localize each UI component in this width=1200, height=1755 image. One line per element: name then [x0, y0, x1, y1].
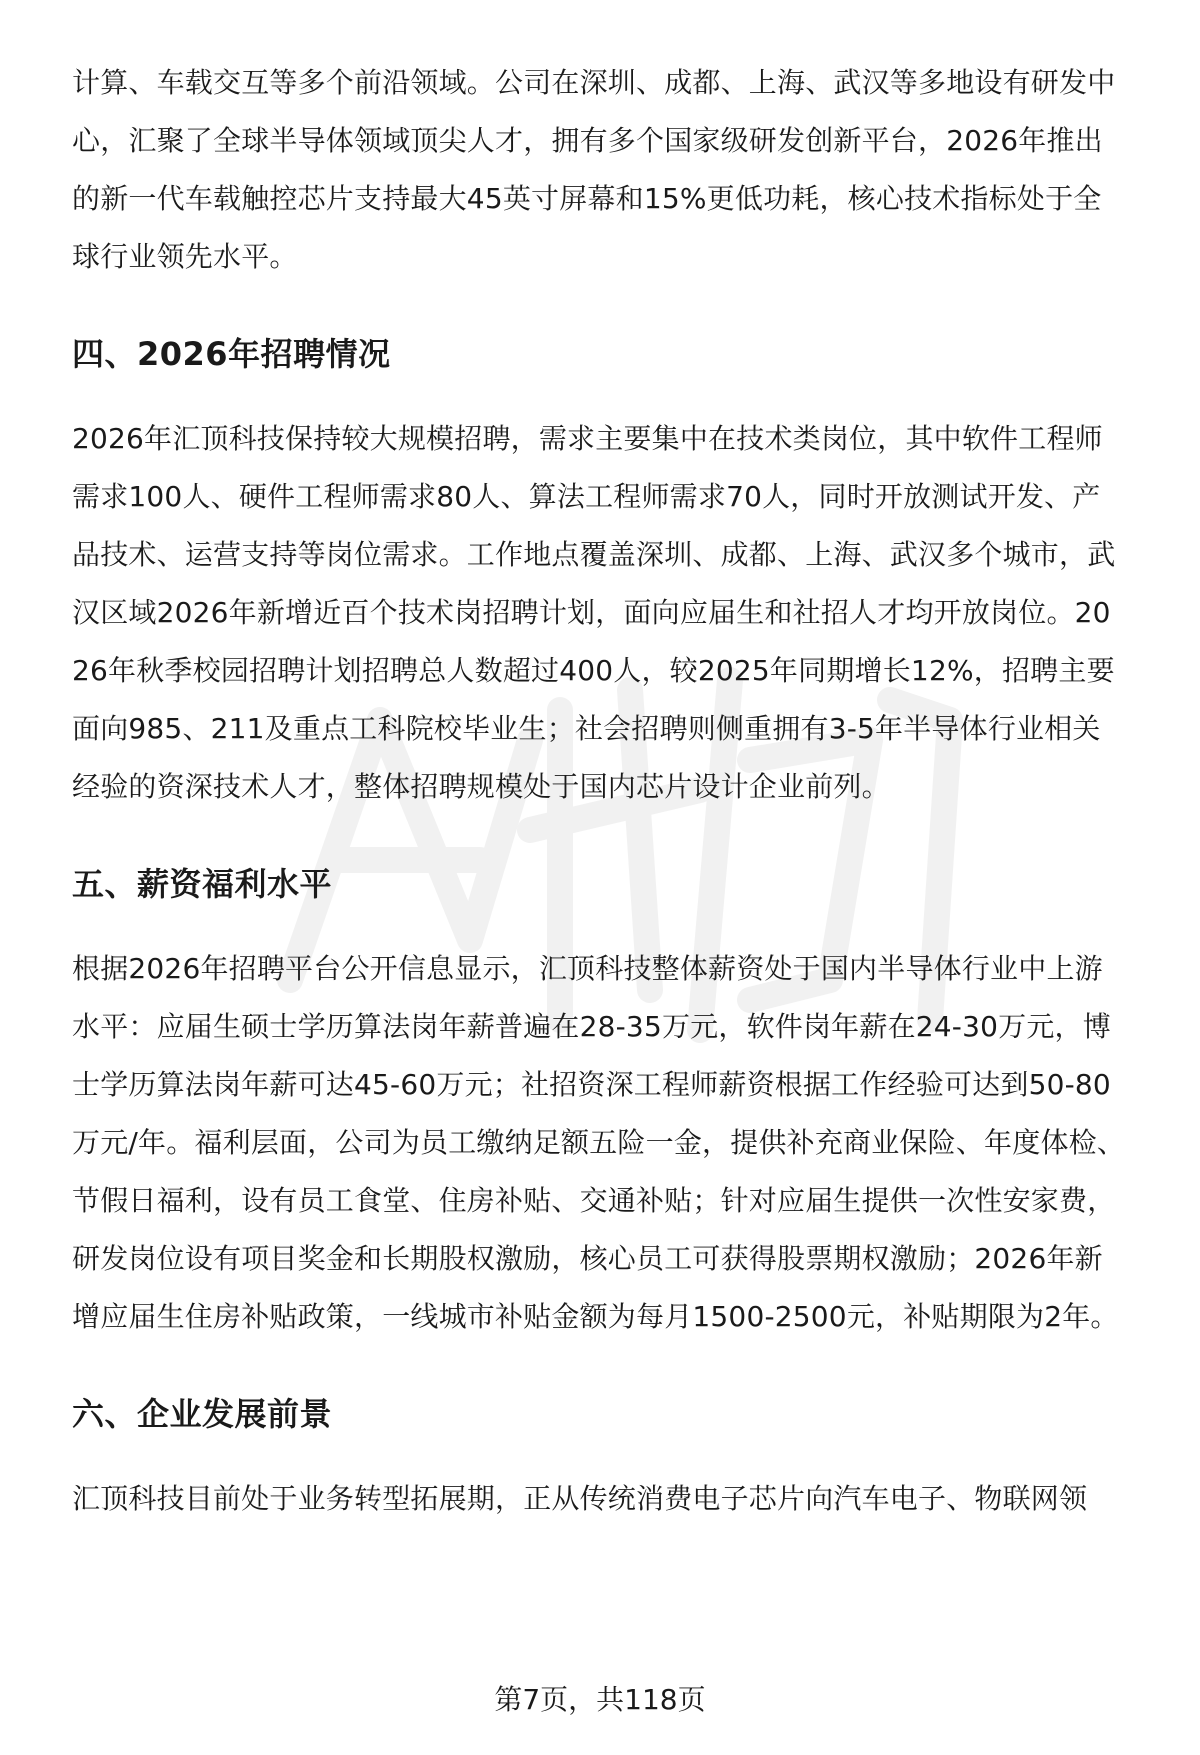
intro-paragraph: 计算、车载交互等多个前沿领域。公司在深圳、成都、上海、武汉等多地设有研发中心，汇聚了全球半导体领域顶尖人才，拥有多个国家级研发创新平台，2026年推出的新一代车载触控芯片支持最大45英寸屏幕和15%更低功耗，核心技术指标处于全球行业领先水平。 [72, 66, 1116, 273]
section-paragraph-salary-benefits: 根据2026年招聘平台公开信息显示，汇顶科技整体薪资处于国内半导体行业中上游水平：应届生硕士学历算法岗年薪普遍在28-35万元，软件岗年薪在24-30万元，博士学历算法岗年薪可达45-60万元；社招资深工程师薪资根据工作经验可达到50-80万元/年。福利层面，公司为员工缴纳足额五险一金，提供补充商业保险、年度体检、节假日福利，设有员工食堂、住房补贴、交通补贴；针对应届生提供一次性安家费，研发岗位设有项目奖金和长期股权激励，核心员工可获得股票期权激励；2026年新增应届生住房补贴政策，一线城市补贴金额为每月1500-2500元，补贴期限为2年。 [72, 952, 1126, 1333]
page-number-footer: 第7页，共118页 [494, 1683, 706, 1716]
section-heading-recruitment: 四、2026年招聘情况 [72, 335, 391, 373]
section-paragraph-prospects: 汇顶科技目前处于业务转型拓展期，正从传统消费电子芯片向汽车电子、物联网领 [72, 1482, 1088, 1515]
section-heading-prospects: 六、企业发展前景 [72, 1395, 333, 1433]
section-paragraph-recruitment: 2026年汇顶科技保持较大规模招聘，需求主要集中在技术类岗位，其中软件工程师需求100人、硬件工程师需求80人、算法工程师需求70人，同时开放测试开发、产品技术、运营支持等岗位需求。工作地点覆盖深圳、成都、上海、武汉多个城市，武汉区域2026年新增近百个技术岗招聘计划，面向应届生和社招人才均开放岗位。2026年秋季校园招聘计划招聘总人数超过400人，较2025年同期增长12%，招聘主要面向985、211及重点工科院校毕业生；社会招聘则侧重拥有3-5年半导体行业相关经验的资深技术人才，整体招聘规模处于国内芯片设计企业前列。 [72, 422, 1116, 803]
section-heading-salary-benefits: 五、薪资福利水平 [72, 865, 333, 903]
document-body [72, 54, 1128, 1528]
